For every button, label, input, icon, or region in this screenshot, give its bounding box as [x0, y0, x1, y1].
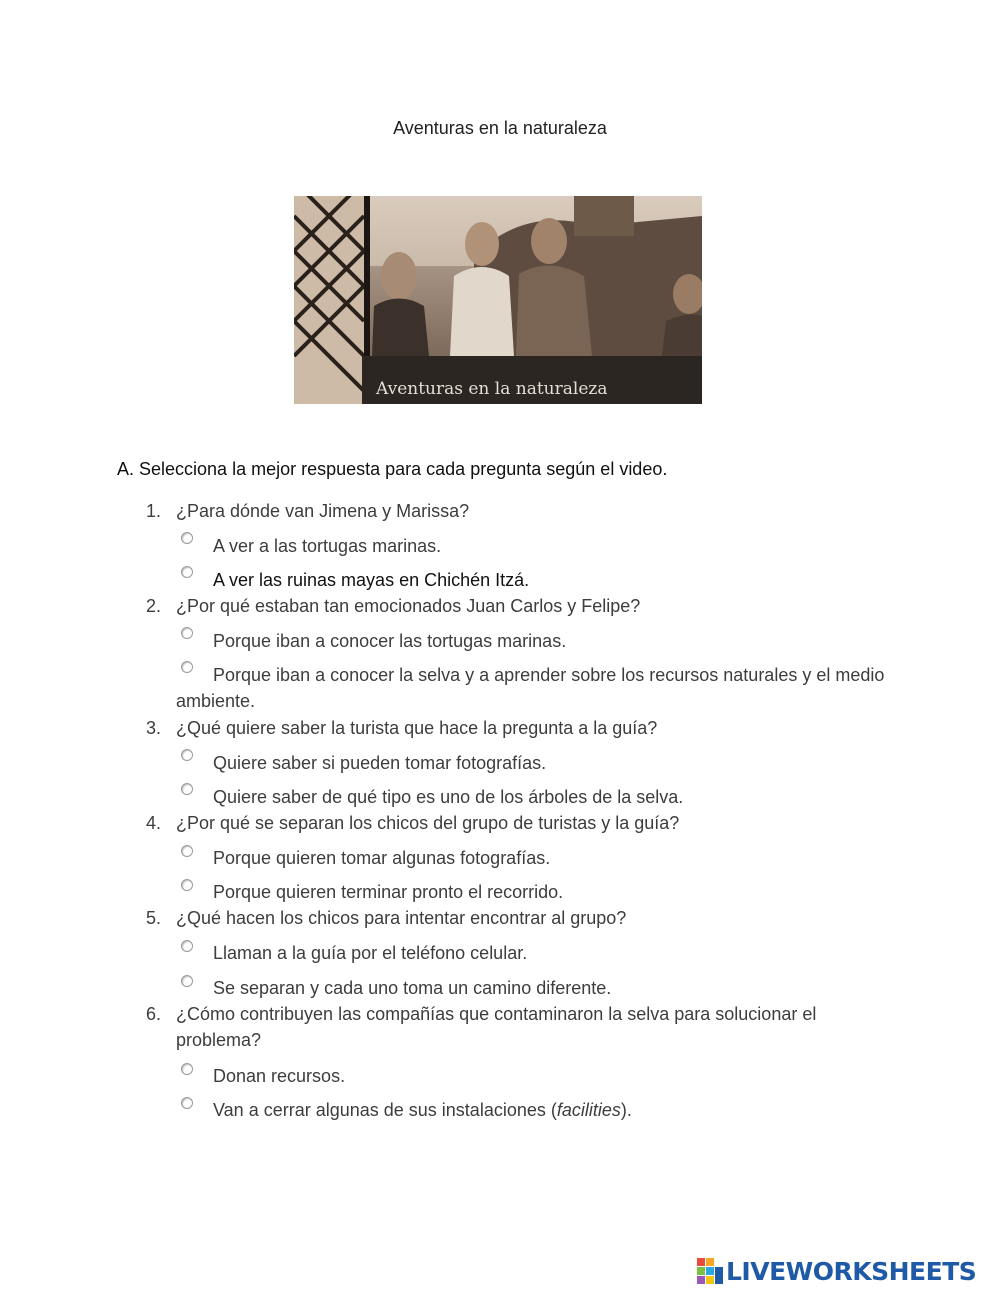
logo-text: LIVEWORKSHEETS: [726, 1256, 977, 1286]
question-2: [146, 593, 886, 619]
question-number: 5.: [146, 908, 162, 928]
option-italic-word: facilities: [556, 1100, 621, 1120]
option-q6-2: [213, 1097, 883, 1123]
instructions: A. Selecciona la mejor respuesta para cada pregunta según el video.: [117, 459, 668, 479]
radio-q1-opt1[interactable]: [181, 532, 193, 544]
option-text: Se separan y cada uno toma un camino diferente.: [213, 978, 612, 998]
question-text: ¿Por qué estaban tan emocionados Juan Carlos y Felipe?: [176, 596, 641, 616]
video-caption: Aventuras en la naturaleza: [376, 379, 608, 399]
radio-q4-opt1[interactable]: [181, 845, 193, 857]
liveworksheets-logo[interactable]: [697, 1255, 976, 1287]
option-q6-1: [213, 1063, 883, 1089]
option-text-end: ).: [620, 1100, 632, 1120]
option-text: A ver las ruinas mayas en Chichén Itzá.: [213, 570, 530, 590]
option-q3-1: [213, 750, 883, 776]
question-text: ¿Cómo contribuyen las compañías que contaminaron la selva para solucionar el problema?: [176, 1004, 817, 1050]
option-text: Porque quieren tomar algunas fotografías.: [213, 848, 551, 868]
question-6: [146, 1001, 886, 1053]
question-5: [146, 905, 886, 931]
option-text: Llaman a la guía por el teléfono celular.: [213, 943, 528, 963]
question-text: ¿Qué quiere saber la turista que hace la pregunta a la guía?: [176, 718, 658, 738]
question-text: ¿Qué hacen los chicos para intentar encontrar al grupo?: [176, 908, 627, 928]
question-number: 4.: [146, 813, 162, 833]
option-q1-2: [213, 567, 883, 593]
option-text: Porque iban a conocer las tortugas marinas.: [213, 631, 567, 651]
option-q5-2: [213, 975, 883, 1001]
question-3: [146, 715, 886, 741]
option-q3-2: [213, 784, 883, 810]
video-still-image: [294, 196, 702, 404]
question-number: 3.: [146, 718, 162, 738]
radio-q6-opt1[interactable]: [181, 1063, 193, 1075]
option-text: Quiere saber si pueden tomar fotografías.: [213, 753, 547, 773]
page-title: Aventuras en la naturaleza: [393, 118, 607, 138]
option-q2-2: [176, 662, 886, 714]
radio-q4-opt2[interactable]: [181, 879, 193, 891]
option-text: Van a cerrar algunas de sus instalaciones (: [213, 1100, 557, 1120]
radio-q3-opt2[interactable]: [181, 783, 193, 795]
radio-q6-opt2[interactable]: [181, 1097, 193, 1109]
option-text: Quiere saber de qué tipo es uno de los árboles de la selva.: [213, 787, 684, 807]
option-q2-1: [213, 628, 883, 654]
radio-q2-opt1[interactable]: [181, 627, 193, 639]
option-q4-1: [213, 845, 883, 871]
question-1: [146, 498, 886, 524]
option-q4-2: [213, 879, 883, 905]
radio-q1-opt2[interactable]: [181, 566, 193, 578]
question-4: [146, 810, 886, 836]
radio-q3-opt1[interactable]: [181, 749, 193, 761]
option-q5-1: [213, 940, 883, 966]
question-text: ¿Para dónde van Jimena y Marissa?: [176, 501, 470, 521]
option-text: Porque iban a conocer la selva y a aprender sobre los recursos naturales y el medio ambiente.: [176, 665, 885, 711]
video-thumbnail[interactable]: [294, 196, 702, 404]
option-q1-1: [213, 533, 883, 559]
radio-q5-opt1[interactable]: [181, 940, 193, 952]
question-number: 1.: [146, 501, 162, 521]
question-number: 2.: [146, 596, 162, 616]
option-text: Donan recursos.: [213, 1066, 346, 1086]
option-text: A ver a las tortugas marinas.: [213, 536, 442, 556]
radio-q5-opt2[interactable]: [181, 975, 193, 987]
option-text: Porque quieren terminar pronto el recorrido.: [213, 882, 564, 902]
question-number: 6.: [146, 1004, 162, 1024]
logo-blocks-icon: [697, 1258, 723, 1284]
question-text: ¿Por qué se separan los chicos del grupo de turistas y la guía?: [176, 813, 680, 833]
